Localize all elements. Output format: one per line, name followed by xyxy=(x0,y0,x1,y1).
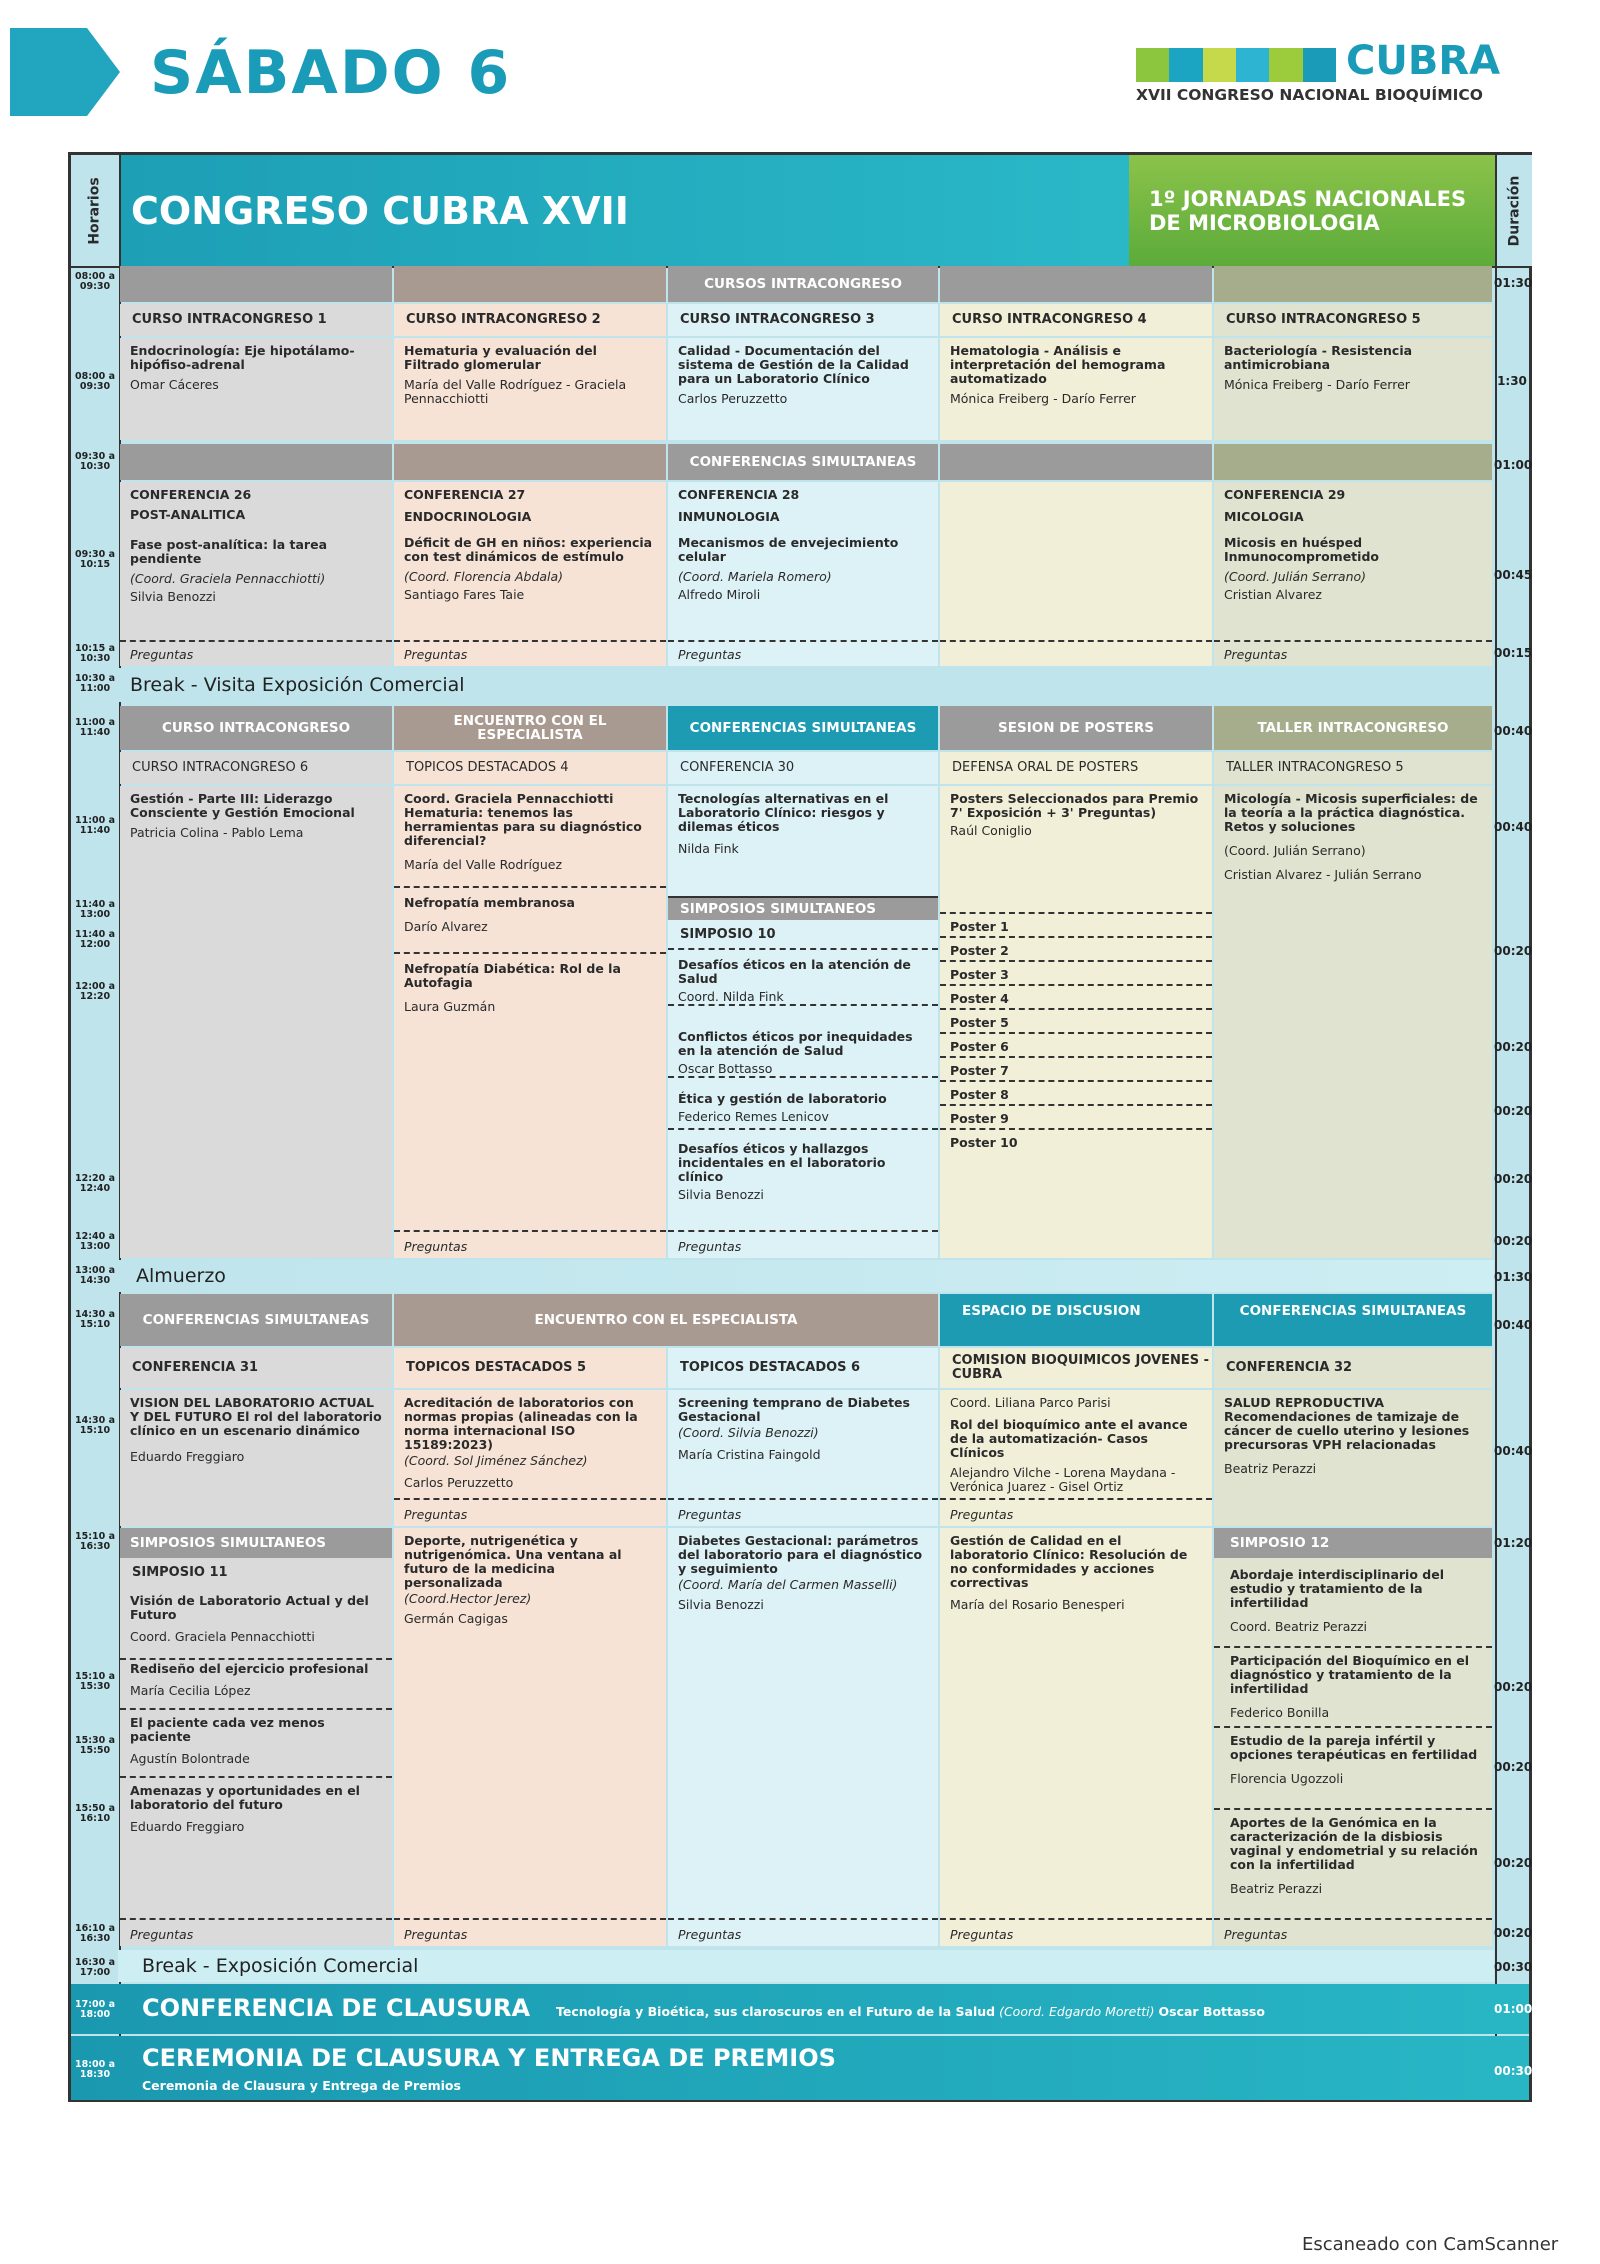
section-bar: CURSOS INTRACONGRESO xyxy=(668,266,938,302)
session-cell: CONFERENCIA 28 INMUNOLOGIA Mecanismos de envejecimiento celular (Coord. Mariela Romero) Alfredo Miroli Preguntas xyxy=(668,482,938,666)
section-bar: SIMPOSIOS SIMULTANEOS xyxy=(120,1528,392,1558)
column-header: CURSO INTRACONGRESO 2 xyxy=(394,304,666,336)
column-header: CURSO INTRACONGRESO 5 xyxy=(1214,304,1492,336)
poster-item: Poster 1 xyxy=(940,912,1212,936)
bar-blank xyxy=(940,444,1212,480)
time-label: 11:40 a 12:00 xyxy=(75,929,115,950)
time-label: 17:00 a 18:00 xyxy=(75,1999,115,2020)
time-label: 16:30 a 17:00 xyxy=(75,1957,115,1978)
time-label: 08:00 a 09:30 xyxy=(75,371,115,392)
poster-item: Poster 9 xyxy=(940,1104,1212,1128)
session-cell: Hematologia - Análisis e interpretación del hemograma automatizado Mónica Freiberg - Darío Ferrer xyxy=(940,338,1212,440)
bar-blank xyxy=(120,444,392,480)
congress-subtitle: XVII CONGRESO NACIONAL BIOQUÍMICO xyxy=(1136,86,1483,104)
session-cell: SIMPOSIO 11 Visión de Laboratorio Actual y del Futuro Coord. Graciela Pennacchiotti Rediseño del ejercicio profesional María Cecilia López El paciente cada vez menos paciente Agustín Bolontrade Amenazas y oportunidades en el laboratorio del futuro Eduardo Freggiaro Preguntas xyxy=(120,1558,392,1946)
session-cell: Diabetes Gestacional: parámetros del laboratorio para el diagnóstico y seguimiento (Coord. María del Carmen Masselli) Silvia Benozzi Preguntas xyxy=(668,1528,938,1946)
scanner-watermark: Escaneado con CamScanner xyxy=(1302,2234,1559,2255)
empty-cell xyxy=(940,482,1212,666)
duration-label: 00:20 xyxy=(1494,1856,1533,1870)
column-header: CURSO INTRACONGRESO 3 xyxy=(668,304,938,336)
bar-blank xyxy=(120,266,392,302)
column-header: TOPICOS DESTACADOS 4 xyxy=(394,752,666,784)
session-cell: Deporte, nutrigenética y nutrigenómica. Una ventana al futuro de la medicina personalizada (Coord.Hector Jerez) Germán Cagigas Preguntas xyxy=(394,1528,666,1946)
simposios-bar: SIMPOSIOS SIMULTANEOS xyxy=(668,896,938,920)
duration-label: 00:45 xyxy=(1494,568,1533,582)
session-cell: Hematuria y evaluación del Filtrado glomerular María del Valle Rodríguez - Graciela Pennacchiotti xyxy=(394,338,666,440)
duration-label: 00:40 xyxy=(1494,724,1533,738)
time-label: 14:30 a 15:10 xyxy=(75,1309,115,1330)
time-label: 11:00 a 11:40 xyxy=(75,815,115,836)
duracion-header: Duración xyxy=(1497,155,1532,266)
column-header: TALLER INTRACONGRESO 5 xyxy=(1214,752,1492,784)
poster-item: Poster 4 xyxy=(940,984,1212,1008)
session-cell: Acreditación de laboratorios con normas propias (alineadas con la norma internacional ISO 15189:2023) (Coord. Sol Jiménez Sánchez) Carlos Peruzzetto Preguntas xyxy=(394,1390,666,1526)
duration-label: 00:20 xyxy=(1494,1234,1533,1248)
session-cell: Gestión de Calidad en el laboratorio Clínico: Resolución de no conformidades y acciones correctivas María del Rosario Benesperi Preguntas xyxy=(940,1528,1212,1946)
duration-label: 00:20 xyxy=(1494,1172,1533,1186)
column-header: CONFERENCIA 31 xyxy=(120,1348,392,1388)
time-label: 16:10 a 16:30 xyxy=(75,1923,115,1944)
time-label: 18:00 a 18:30 xyxy=(75,2059,115,2080)
session-cell: SALUD REPRODUCTIVA Recomendaciones de tamizaje de cáncer de cuello uterino y lesiones precursoras VPH relacionadas Beatriz Perazzi xyxy=(1214,1390,1492,1526)
column-header: TOPICOS DESTACADOS 6 xyxy=(668,1348,938,1388)
time-label: 08:00 a 09:30 xyxy=(75,271,115,292)
session-cell: Calidad - Documentación del sistema de Gestión de la Calidad para un Laboratorio Clínico Carlos Peruzzetto xyxy=(668,338,938,440)
section-bar: ESPACIO DE DISCUSION xyxy=(940,1294,1212,1346)
duration-label: 01:00 xyxy=(1494,2002,1533,2016)
column-header: COMISION BIOQUIMICOS JOVENES - CUBRA xyxy=(940,1348,1212,1388)
time-label: 12:20 a 12:40 xyxy=(75,1173,115,1194)
poster-item: Poster 7 xyxy=(940,1056,1212,1080)
section-bar: CONFERENCIAS SIMULTANEAS xyxy=(668,444,938,480)
duration-label: 01:20 xyxy=(1494,1536,1533,1550)
section-bar: TALLER INTRACONGRESO xyxy=(1214,706,1492,750)
ceremonia-title: CEREMONIA DE CLAUSURA Y ENTREGA DE PREMIOS xyxy=(142,2044,836,2072)
column-header: TOPICOS DESTACADOS 5 xyxy=(394,1348,666,1388)
duration-label: 00:40 xyxy=(1494,1318,1533,1332)
poster-item: Poster 2 xyxy=(940,936,1212,960)
clausura-title: CONFERENCIA DE CLAUSURA xyxy=(142,1994,531,2022)
section-bar: CONFERENCIAS SIMULTANEAS xyxy=(120,1294,392,1346)
session-cell: Coord. Graciela Pennacchiotti Hematuria: tenemos las herramientas para su diagnóstico diferencial? María del Valle Rodríguez Nefropatía membranosa Darío Alvarez Nefropatía Diabética: Rol de la Autofagia Laura Guzmán Preguntas xyxy=(394,786,666,1258)
ceremonia-subtitle: Ceremonia de Clausura y Entrega de Premios xyxy=(142,2078,461,2093)
poster-item: Poster 3 xyxy=(940,960,1212,984)
column-header: DEFENSA ORAL DE POSTERS xyxy=(940,752,1212,784)
session-cell: Endocrinología: Eje hipotálamo-hipófiso-adrenal Omar Cáceres xyxy=(120,338,392,440)
poster-item: Poster 6 xyxy=(940,1032,1212,1056)
header-arrow xyxy=(10,28,120,116)
section-bar: SIMPOSIO 12 xyxy=(1214,1528,1492,1558)
session-cell: Bacteriología - Resistencia antimicrobiana Mónica Freiberg - Darío Ferrer xyxy=(1214,338,1492,440)
session-cell: Posters Seleccionados para Premio 7' Exposición + 3' Preguntas) Raúl Coniglio Poster 1 Poster 2 Poster 3 Poster 4 Poster 5 Poster 6 Poster 7 Poster 8 Poster 9 Poster 10 xyxy=(940,786,1212,1258)
duration-label: 00:20 xyxy=(1494,1040,1533,1054)
time-label: 09:30 a 10:15 xyxy=(75,549,115,570)
bar-blank xyxy=(394,266,666,302)
session-cell: Micología - Micosis superficiales: de la teoría a la práctica diagnóstica. Retos y soluciones (Coord. Julián Serrano) Cristian Alvarez - Julián Serrano xyxy=(1214,786,1492,1258)
duration-label: 00:20 xyxy=(1494,1680,1533,1694)
session-cell: Abordaje interdisciplinario del estudio y tratamiento de la infertilidad Coord. Beatriz Perazzi Participación del Bioquímico en el diagnóstico y tratamiento de la infertilidad Federico Bonilla Estudio de la pareja infértil y opciones terapéuticas en fertilidad Florencia Ugozzoli Aportes de la Genómica en la caracterización de la disbiosis vaginal y endometrial y su relación con la infertilidad Beatriz Perazzi Preguntas xyxy=(1214,1558,1492,1946)
duration-label: 00:20 xyxy=(1494,1760,1533,1774)
duration-label: 00:40 xyxy=(1494,1444,1533,1458)
poster-item: Poster 10 xyxy=(940,1128,1212,1152)
time-label: 09:30 a 10:30 xyxy=(75,451,115,472)
poster-item: Poster 5 xyxy=(940,1008,1212,1032)
column-header: CURSO INTRACONGRESO 6 xyxy=(120,752,392,784)
time-label: 14:30 a 15:10 xyxy=(75,1415,115,1436)
duration-label: 01:00 xyxy=(1494,458,1533,472)
section-bar: SESION DE POSTERS xyxy=(940,706,1212,750)
section-bar: ENCUENTRO CON EL ESPECIALISTA xyxy=(394,706,666,750)
lunch-row: Almuerzo xyxy=(118,1260,1494,1292)
duration-label: 01:30 xyxy=(1494,1270,1533,1284)
time-label: 15:10 a 15:30 xyxy=(75,1671,115,1692)
duration-label: 1:30 xyxy=(1497,374,1527,388)
time-label: 11:00 a 11:40 xyxy=(75,717,115,738)
section-bar: CURSO INTRACONGRESO xyxy=(120,706,392,750)
column-header: CURSO INTRACONGRESO 4 xyxy=(940,304,1212,336)
bar-blank xyxy=(394,444,666,480)
time-label: 10:15 a 10:30 xyxy=(75,643,115,664)
duration-label: 00:30 xyxy=(1494,1960,1533,1974)
page-title: SÁBADO 6 xyxy=(150,38,512,108)
time-label: 12:00 a 12:20 xyxy=(75,981,115,1002)
session-cell: CONFERENCIA 27 ENDOCRINOLOGIA Déficit de GH en niños: experiencia con test dinámicos de estímulo (Coord. Florencia Abdala) Santiago Fares Taie Preguntas xyxy=(394,482,666,666)
session-cell: Gestión - Parte III: Liderazgo Consciente y Gestión Emocional Patricia Colina - Pablo Lema xyxy=(120,786,392,1258)
column-header: CONFERENCIA 30 xyxy=(668,752,938,784)
duration-label: 00:20 xyxy=(1494,1104,1533,1118)
duration-label: 00:15 xyxy=(1494,646,1533,660)
bar-blank xyxy=(940,266,1212,302)
time-label: 15:30 a 15:50 xyxy=(75,1735,115,1756)
section-bar: ENCUENTRO CON EL ESPECIALISTA xyxy=(394,1294,938,1346)
duration-label: 00:30 xyxy=(1494,2064,1533,2078)
duration-label: 00:40 xyxy=(1494,820,1533,834)
bar-blank xyxy=(1214,266,1492,302)
session-cell: Tecnologías alternativas en el Laboratorio Clínico: riesgos y dilemas éticos Nilda Fink SIMPOSIOS SIMULTANEOS SIMPOSIO 10 Desafíos éticos en la atención de Salud Coord. Nilda Fink Conflictos éticos por inequidades en la atención de Salud Oscar Bottasso Ética y gestión de laboratorio Federico Remes Lenicov Desafíos éticos y hallazgos incidentales en el laboratorio clínico Silvia Benozzi Preguntas xyxy=(668,786,938,1258)
section-bar: CONFERENCIAS SIMULTANEAS xyxy=(1214,1294,1492,1346)
column-header: CURSO INTRACONGRESO 1 xyxy=(120,304,392,336)
break-row: Break - Exposición Comercial xyxy=(118,1950,1494,1982)
jornadas-title: 1º JORNADAS NACIONALES DE MICROBIOLOGIA xyxy=(1129,155,1495,266)
session-cell: Coord. Liliana Parco Parisi Rol del bioquímico ante el avance de la automatización- Casos Clínicos Alejandro Vilche - Lorena Maydana - Verónica Juarez - Gisel Ortiz Preguntas xyxy=(940,1390,1212,1526)
section-bar: CONFERENCIAS SIMULTANEAS xyxy=(668,706,938,750)
session-cell: CONFERENCIA 29 MICOLOGIA Micosis en huésped Inmunocomprometido (Coord. Julián Serrano) Cristian Alvarez Preguntas xyxy=(1214,482,1492,666)
congress-title: CONGRESO CUBRA XVII xyxy=(121,155,1129,266)
cubra-logo: CUBRA xyxy=(1346,38,1501,84)
bar-blank xyxy=(1214,444,1492,480)
clausura-detail: Tecnología y Bioética, sus claroscuros en el Futuro de la Salud (Coord. Edgardo Moretti) Oscar Bottasso xyxy=(556,2004,1265,2019)
break-row: Break - Visita Exposición Comercial xyxy=(118,668,1494,702)
duration-label: 01:30 xyxy=(1494,276,1533,290)
cubra-logo-stripe xyxy=(1136,48,1336,82)
session-cell: CONFERENCIA 26 POST-ANALITICA Fase post-analítica: la tarea pendiente (Coord. Graciela Pennacchiotti) Silvia Benozzi Preguntas xyxy=(120,482,392,666)
duration-label: 00:20 xyxy=(1494,1926,1533,1940)
time-label: 12:40 a 13:00 xyxy=(75,1231,115,1252)
time-label: 11:40 a 13:00 xyxy=(75,899,115,920)
time-label: 15:50 a 16:10 xyxy=(75,1803,115,1824)
poster-item: Poster 8 xyxy=(940,1080,1212,1104)
session-cell: VISION DEL LABORATORIO ACTUAL Y DEL FUTURO El rol del laboratorio clínico en un escenario dinámico Eduardo Freggiaro xyxy=(120,1390,392,1526)
duration-label: 00:20 xyxy=(1494,944,1533,958)
horarios-header: Horarios xyxy=(71,155,119,266)
column-header: CONFERENCIA 32 xyxy=(1214,1348,1492,1388)
time-label: 13:00 a 14:30 xyxy=(75,1265,115,1286)
time-label: 10:30 a 11:00 xyxy=(75,673,115,694)
time-label: 15:10 a 16:30 xyxy=(75,1531,115,1552)
session-cell: Screening temprano de Diabetes Gestacional (Coord. Silvia Benozzi) María Cristina Faingold Preguntas xyxy=(668,1390,938,1526)
